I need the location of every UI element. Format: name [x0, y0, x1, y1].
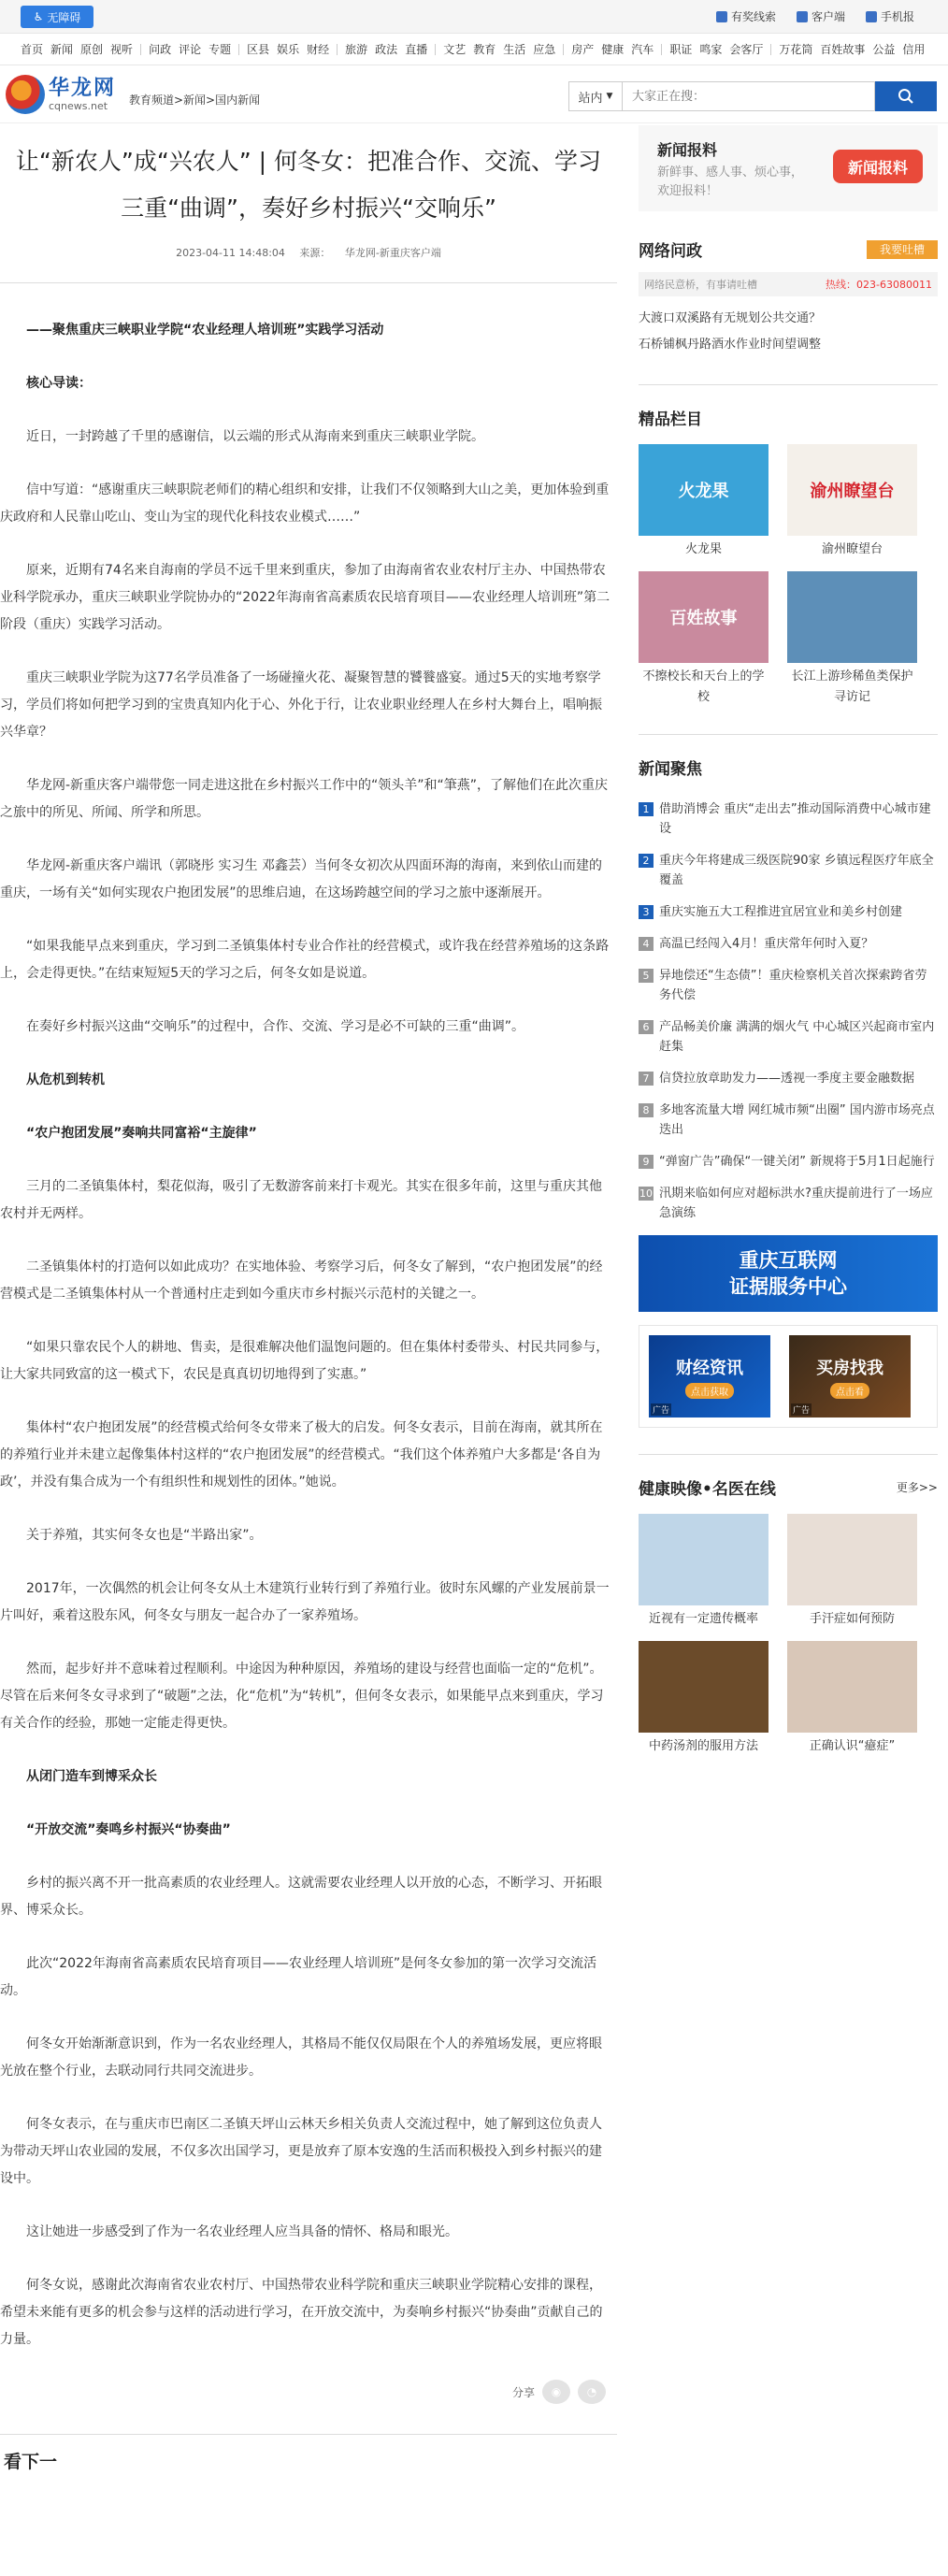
article-paragraph: 集体村“农户抱团发展”的经营模式给何冬女带来了极大的启发。何冬女表示，目前在海南，就其所在的养殖行业并未建立起像集体村这样的“农户抱团发展”的经营模式。“我们这个体养殖户大多都是‘各自为政’，并没有集合成为一个有组织性和规划性的团体。”她说。: [0, 1420, 603, 1489]
article-source[interactable]: 华龙网-新重庆客户端: [344, 247, 441, 259]
channel-link[interactable]: 政法: [375, 42, 398, 56]
jingpin-caption[interactable]: 不擦校长和天台上的学校: [642, 669, 765, 704]
health-caption[interactable]: 正确认识“癔症”: [809, 1739, 896, 1753]
news-focus-list: [639, 799, 938, 1223]
tip-link[interactable]: 有奖线索: [716, 8, 776, 24]
channel-link[interactable]: 财经: [307, 42, 330, 56]
breadcrumb[interactable]: 教育频道>新闻>国内新闻: [129, 94, 261, 107]
news-focus-title: 新闻聚焦: [639, 760, 702, 779]
news-focus-text[interactable]: 高温已经闯入4月！重庆常年何时入夏？: [659, 937, 874, 951]
article-date: 2023-04-11 14:48:04: [176, 247, 285, 259]
wenzheng-item[interactable]: 石桥铺枫丹路酒水作业时间望调整: [639, 338, 822, 352]
news-focus-item[interactable]: [639, 934, 938, 954]
ad-cta: 点击看: [830, 1383, 869, 1399]
health-thumb-image[interactable]: [787, 1514, 917, 1605]
news-rank-badge: 5: [639, 969, 654, 983]
article-paragraph: 何冬女开始渐渐意识到，作为一名农业经理人，其格局不能仅仅局限在个人的养殖场发展，更应将眼光放在整个行业，去联动同行共同交流进步。: [0, 2036, 602, 2079]
ad-mark: 广告: [651, 1403, 671, 1416]
channel-link[interactable]: 直播: [405, 42, 428, 56]
article-subheading: ——聚焦重庆三峡职业学院“农业经理人培训班”实践学习活动: [26, 323, 384, 338]
article-subheading: “开放交流”奏鸣乡村振兴“协奏曲”: [26, 1822, 231, 1837]
jingpin-item[interactable]: [639, 444, 768, 560]
health-thumb-image[interactable]: [787, 1641, 917, 1733]
logo-domain: cqnews.net: [49, 99, 108, 112]
search-icon: [898, 88, 914, 105]
jingpin-header: [639, 406, 938, 429]
weibo-share-icon[interactable]: ◉: [542, 2380, 570, 2404]
evidence-center-banner[interactable]: [639, 1235, 938, 1312]
channel-link[interactable]: 健康: [601, 42, 625, 56]
jingpin-thumb-image[interactable]: [639, 444, 768, 536]
channel-link[interactable]: 百姓故事: [820, 42, 866, 56]
news-tip-title: 新闻报料: [657, 141, 718, 159]
health-item[interactable]: [639, 1514, 768, 1630]
top-links: [716, 8, 914, 24]
health-header: [639, 1475, 938, 1499]
news-rank-badge: 2: [639, 854, 654, 868]
accessibility-icon: ♿: [33, 10, 44, 23]
channel-link[interactable]: 评论: [179, 42, 202, 56]
channel-group: [662, 44, 771, 55]
news-tip-desc: 新鲜事、感人事、烦心事，欢迎报料！: [657, 165, 804, 198]
article-paragraph: 重庆三峡职业学院为这77名学员准备了一场碰撞火花、凝聚智慧的饕餮盛宴。通过5天的实地考察学习，学员们将如何把学习到的宝贵真知内化于心、外化于行，让农业职业经理人在乡村大舞台上，唱响振兴华章？: [0, 670, 602, 740]
next-read-title: 看下一: [0, 2434, 617, 2473]
article-title: 让“新农人”成“兴农人” | 何冬女：把准合作、交流、学习三重“曲调”，奏好乡村振兴“交响乐”: [15, 148, 602, 222]
jingpin-item[interactable]: [787, 571, 917, 708]
channel-group: [239, 44, 338, 55]
article-paragraph: 关于养殖，其实何冬女也是“半路出家”。: [26, 1528, 263, 1543]
news-focus-text[interactable]: 重庆实施五大工程推进宜居宜业和美乡村创建: [659, 905, 903, 919]
channel-group: [21, 44, 141, 55]
channel-group: [436, 44, 564, 55]
news-focus-text[interactable]: 信贷拉放章助发力——透视一季度主要金融数据: [659, 1072, 915, 1086]
article-column: [0, 125, 617, 2473]
article-source-label: 来源：: [299, 247, 331, 259]
channel-link[interactable]: 专题: [208, 42, 232, 56]
news-focus-item[interactable]: [639, 1184, 938, 1223]
news-focus-text[interactable]: 重庆今年将建成三级医院90家 乡镇远程医疗年底全覆盖: [659, 854, 934, 887]
article-meta: [0, 245, 617, 283]
jingpin-thumb-text: 百姓故事: [669, 609, 738, 628]
ad-banner[interactable]: [649, 1335, 770, 1418]
logo-name: 华龙网: [49, 76, 117, 100]
share-label: 分享: [511, 2385, 535, 2399]
channel-link[interactable]: 旅游: [345, 42, 368, 56]
channel-link[interactable]: 汽车: [631, 42, 654, 56]
channel-link[interactable]: 区县: [247, 42, 270, 56]
news-rank-badge: 10: [639, 1187, 653, 1200]
ad-mark: 广告: [791, 1403, 812, 1416]
news-focus-text[interactable]: “弹窗广告”确保“一键关闭” 新规将于5月1日起施行: [659, 1155, 935, 1169]
article-paragraph: 原来，近期有74名来自海南的学员不远千里来到重庆，参加了由海南省农业农村厅主办、中国热带农业科学院承办，重庆三峡职业学院协办的“2022年海南省高素质农民培育项目——农业经理人培训班”第二阶段（重庆）实践学习活动。: [0, 563, 610, 632]
news-rank-badge: 8: [639, 1103, 654, 1117]
banner-line-2: 证据服务中心: [729, 1275, 847, 1298]
health-grid: [639, 1514, 938, 1757]
article-paragraph: 二圣镇集体村的打造何以如此成功？在实地体验、考察学习后，何冬女了解到，“农户抱团发展”的经营模式是二圣镇集体村从一个普通村庄走到如今重庆市乡村振兴示范村的关键之一。: [0, 1259, 603, 1302]
news-tip-button[interactable]: 新闻报料: [833, 150, 923, 183]
jingpin-thumb-text: 火龙果: [678, 482, 729, 501]
news-focus-text[interactable]: 多地客流量大增 网红城市频“出圈” 国内游市场亮点迭出: [659, 1103, 935, 1137]
article-paragraph: 在奏好乡村振兴这曲“交响乐”的过程中，合作、交流、学习是必不可缺的三重“曲调”。: [26, 1019, 525, 1034]
channel-link[interactable]: 首页: [21, 42, 44, 56]
health-item[interactable]: [787, 1641, 917, 1757]
news-focus-text[interactable]: 借助消博会 重庆“走出去”推动国际消费中心城市建设: [659, 802, 931, 836]
article-paragraph: 华龙网-新重庆客户端带您一同走进这批在乡村振兴工作中的“领头羊”和“筆燕”，了解他们在此次重庆之旅中的所见、所闻、所学和所思。: [0, 778, 609, 820]
news-focus-item[interactable]: [639, 799, 938, 839]
news-focus-header: [639, 756, 938, 779]
complain-button[interactable]: 我要吐槽: [867, 240, 938, 259]
news-focus-item[interactable]: [639, 851, 938, 890]
channel-link[interactable]: 问政: [149, 42, 172, 56]
top-bar: [0, 0, 948, 34]
channel-group: [338, 44, 436, 55]
channel-link[interactable]: 信用: [902, 42, 926, 56]
article-paragraph: 何冬女表示，在与重庆市巴南区二圣镇天坪山云林天乡相关负责人交流过程中，她了解到这位负责人为带动天坪山农业园的发展，不仅多次出国学习，更是放弃了原本安逸的生活而积极投入到乡村振兴的建设中。: [0, 2117, 602, 2186]
health-title: 健康映像•名医在线: [639, 1480, 776, 1499]
news-focus-item[interactable]: [639, 1101, 938, 1140]
search-input[interactable]: [623, 81, 875, 111]
jingpin-thumb-image[interactable]: [787, 444, 917, 536]
article-subheading: 从闭门造车到博采众长: [26, 1769, 157, 1784]
mobile-icon: [866, 11, 877, 22]
news-focus-item[interactable]: [639, 1017, 938, 1057]
wenzheng-title: 网络问政: [639, 242, 702, 261]
app-icon: [797, 11, 808, 22]
article-paragraph: 何冬女说，感谢此次海南省农业农村厅、中国热带农业科学院和重庆三峡职业学院精心安排的课程，希望未来能有更多的机会参与这样的活动进行学习，在开放交流中，为奏响乡村振兴“协奏曲”贡献自己的力量。: [0, 2278, 603, 2347]
jingpin-thumb-image[interactable]: [639, 571, 768, 663]
news-rank-badge: 1: [639, 802, 654, 816]
jingpin-item[interactable]: [639, 571, 768, 708]
channel-link[interactable]: 原创: [80, 42, 104, 56]
site-logo[interactable]: [6, 75, 116, 114]
share-bar: [0, 2380, 606, 2404]
news-focus-item[interactable]: [639, 1069, 938, 1088]
jingpin-title: 精品栏目: [639, 410, 702, 429]
channel-link[interactable]: 房产: [571, 42, 595, 56]
accessibility-button[interactable]: [21, 6, 93, 28]
jingpin-caption[interactable]: 火龙果: [684, 542, 722, 556]
article-paragraph: 华龙网-新重庆客户端讯（郭晓彤 实习生 邓鑫芸）当何冬女初次从四面环海的海南，来到依山而建的重庆，一场有关“如何实现农户抱团发展”的思维启迪，在这场跨越空间的学习之旅中逐渐展开。: [0, 858, 602, 900]
health-more-link[interactable]: 更多>>: [896, 1481, 938, 1494]
news-focus-item[interactable]: [639, 902, 938, 922]
channel-link[interactable]: 应急: [533, 42, 556, 56]
channel-link[interactable]: 生活: [503, 42, 526, 56]
jingpin-grid: [639, 444, 938, 708]
wechat-share-icon[interactable]: ◔: [578, 2380, 606, 2404]
health-item[interactable]: [787, 1514, 917, 1630]
banner-line-1: 重庆互联网: [739, 1249, 838, 1272]
ad-title: 财经资讯: [676, 1358, 743, 1378]
news-focus-text[interactable]: 汛期来临如何应对超标洪水?重庆提前进行了一场应急演练: [659, 1187, 933, 1220]
hotline-number: 023-63080011: [856, 279, 932, 291]
hotline-bar: [639, 272, 938, 296]
news-rank-badge: 7: [639, 1072, 654, 1086]
health-caption[interactable]: 手汗症如何预防: [809, 1612, 895, 1626]
article-paragraph: 近日，一封跨越了千里的感谢信，以云端的形式从海南来到重庆三峡职业学院。: [26, 429, 484, 444]
chevron-down-icon: ▼: [606, 92, 613, 101]
sidebar: [639, 125, 938, 1757]
health-thumb-image[interactable]: [639, 1641, 768, 1733]
ad-title: 买房找我: [816, 1358, 883, 1378]
channel-group: [141, 44, 239, 55]
channel-link[interactable]: 教育: [473, 42, 496, 56]
hotline-label: 热线：: [826, 279, 857, 291]
news-focus-text[interactable]: 异地偿还“生态债”！重庆检察机关首次探索跨省劳务代偿: [659, 969, 927, 1002]
news-rank-badge: 6: [639, 1020, 654, 1034]
wenzheng-notice: 网络民意桥，有事请吐槽: [644, 279, 757, 291]
site-header: [0, 65, 948, 123]
accessibility-label: 无障碍: [47, 10, 81, 24]
channel-link[interactable]: 公益: [872, 42, 896, 56]
ad-grid: [639, 1325, 938, 1428]
health-caption[interactable]: 中药汤剂的服用方法: [648, 1739, 758, 1753]
tip-icon: [716, 11, 727, 22]
channel-link[interactable]: 职证: [669, 42, 693, 56]
article-paragraph: 三月的二圣镇集体村，梨花似海，吸引了无数游客前来打卡观光。其实在很多年前，这里与重庆其他农村并无两样。: [0, 1179, 602, 1221]
wenzheng-item[interactable]: 大渡口双溪路有无规划公共交通？: [639, 311, 822, 325]
channel-link[interactable]: 视听: [110, 42, 134, 56]
article-paragraph: 乡村的振兴离不开一批高素质的农业经理人。这就需要农业经理人以开放的心态，不断学习、开拓眼界、博采众长。: [0, 1876, 602, 1918]
news-focus-text[interactable]: 产品畅美价廉 满满的烟火气 中心城区兴起商市室内赶集: [659, 1020, 935, 1054]
article-paragraph: 此次“2022年海南省高素质农民培育项目——农业经理人培训班”是何冬女参加的第一次学习交流活动。: [0, 1956, 597, 1998]
news-rank-badge: 3: [639, 905, 654, 919]
jingpin-thumb-text: 渝州瞭望台: [810, 482, 895, 501]
article-subheading: “农户抱团发展”奏响共同富裕“主旋律”: [26, 1126, 257, 1141]
article-paragraph: “如果只靠农民个人的耕地、售卖，是很难解决他们温饱问题的。但在集体村委带头、村民共同参与，让大家共同致富的这一模式下，农民是真真切切地得到了实惠。”: [0, 1340, 610, 1382]
health-caption[interactable]: 近视有一定遗传概率: [648, 1612, 758, 1626]
article-body: [0, 283, 617, 2353]
jingpin-caption[interactable]: 长江上游珍稀鱼类保护寻访记: [791, 669, 913, 704]
article-paragraph: 2017年，一次偶然的机会让何冬女从土木建筑行业转行到了养殖行业。彼时东风螺的产业发展前景一片叫好，乘着这股东风，何冬女与朋友一起合办了一家养殖场。: [0, 1581, 610, 1623]
channel-link[interactable]: 娱乐: [277, 42, 300, 56]
article-subheading: 从危机到转机: [26, 1072, 105, 1087]
logo-mark-icon: [6, 75, 45, 114]
health-thumb-image[interactable]: [639, 1514, 768, 1605]
channel-nav: [0, 34, 948, 65]
channel-link[interactable]: 会客厅: [729, 42, 764, 56]
news-focus-item[interactable]: [639, 1152, 938, 1172]
news-tip-box: [639, 125, 938, 211]
channel-link[interactable]: 万花筒: [779, 42, 813, 56]
news-rank-badge: 9: [639, 1155, 654, 1169]
search-button[interactable]: [875, 81, 937, 111]
article-paragraph: 这让她进一步感受到了作为一名农业经理人应当具备的情怀、格局和眼光。: [26, 2224, 458, 2239]
news-rank-badge: 4: [639, 937, 654, 951]
article-paragraph: 然而，起步好并不意味着过程顺利。中途因为种种原因，养殖场的建设与经营也面临一定的“危机”。尽管在后来何冬女寻求到了“破题”之法，化“危机”为“转机”，但何冬女表示，如果能早点来到重庆，学习有关合作的经验，那她一定能走得更快。: [0, 1662, 604, 1731]
ad-banner[interactable]: [789, 1335, 911, 1418]
app-link[interactable]: 客户端: [797, 8, 845, 24]
news-focus-item[interactable]: [639, 966, 938, 1005]
article-paragraph: 信中写道：“感谢重庆三峡职院老师们的精心组织和安排，让我们不仅领略到大山之美，更加体验到重庆政府和人民靠山吃山、变山为宝的现代化科技农业模式……”: [0, 482, 610, 525]
jingpin-item[interactable]: [787, 444, 917, 560]
search-scope-label: 站内: [578, 91, 603, 106]
ad-cta: 点击获取: [685, 1383, 734, 1399]
search-bar: [568, 81, 937, 111]
mobile-paper-link[interactable]: 手机报: [866, 8, 914, 24]
article-paragraph: “如果我能早点来到重庆，学习到二圣镇集体村专业合作社的经营模式，或许我在经营养殖场的这条路上，会走得更快。”在结束短短5天的学习之后，何冬女如是说道。: [0, 939, 610, 981]
wenzheng-list: [639, 306, 938, 358]
channel-link[interactable]: 新闻: [50, 42, 74, 56]
health-item[interactable]: [639, 1641, 768, 1757]
article-subheading: 核心导读：: [26, 376, 92, 391]
jingpin-thumb-image[interactable]: [787, 571, 917, 663]
channel-link[interactable]: 鸣家: [699, 42, 723, 56]
channel-group: [564, 44, 662, 55]
jingpin-caption[interactable]: 渝州瞭望台: [821, 542, 883, 556]
channel-group: [771, 44, 932, 55]
search-scope-select[interactable]: [568, 81, 623, 111]
channel-link[interactable]: 文艺: [443, 42, 467, 56]
wenzheng-header: [639, 237, 938, 261]
